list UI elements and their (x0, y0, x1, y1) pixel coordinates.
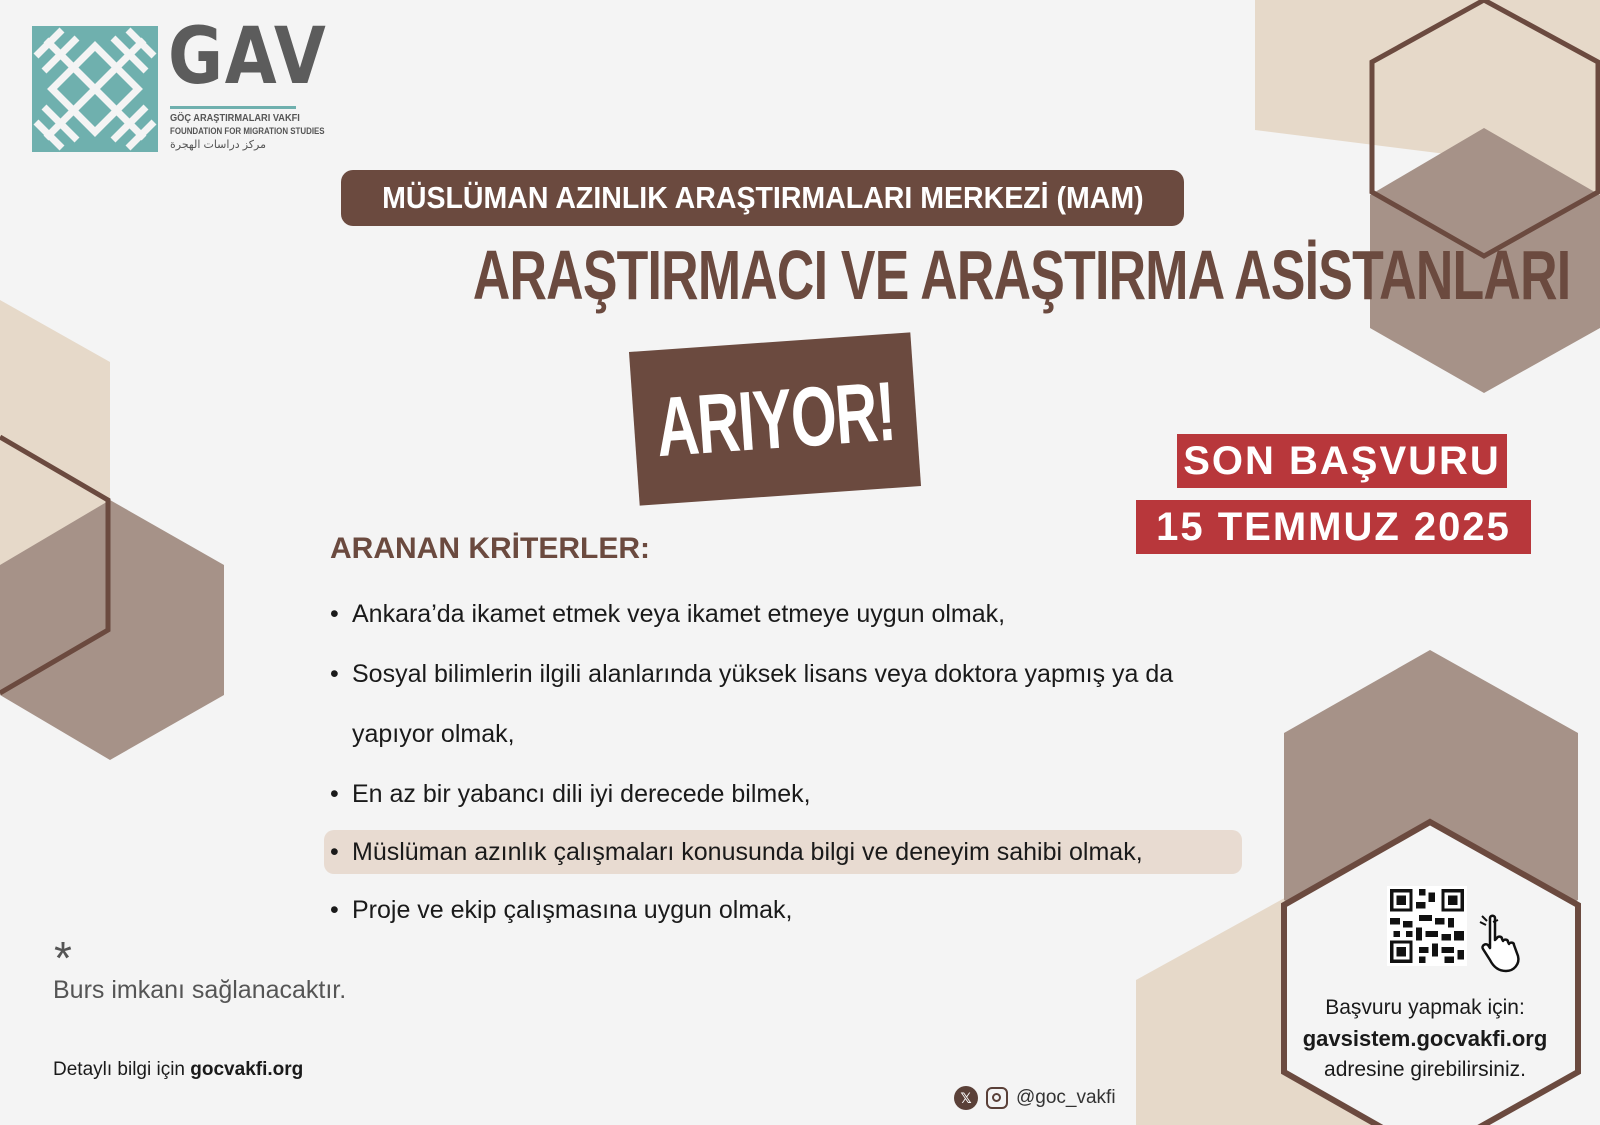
qr-code[interactable] (1387, 886, 1467, 966)
criteria-item: • Ankara’da ikamet etmek veya ikamet etmeye uygun olmak, (330, 584, 1250, 644)
center-name: MÜSLÜMAN AZINLIK ARAŞTIRMALARI MERKEZİ (MAM) (381, 180, 1144, 215)
deadline-date-box (1136, 500, 1531, 554)
criteria-item-continuation: yapıyor olmak, (352, 720, 515, 748)
deadline-date: 15 TEMMUZ 2025 (1156, 504, 1511, 549)
criteria-list (330, 584, 1250, 940)
criteria-title: ARANAN KRİTERLER: (330, 532, 650, 565)
bullet: • (330, 780, 339, 808)
logo-name-tr: GÖÇ ARAŞTIRMALARI VAKFI (170, 112, 300, 124)
detail-prefix: Detaylı bilgi için (53, 1059, 191, 1080)
logo-mark-icon (32, 26, 158, 152)
logo-divider (170, 106, 296, 109)
logo-name-ar: مركز دراسات الهجرة (170, 139, 266, 151)
criteria-item: • Sosyal bilimlerin ilgili alanlarında yüksek lisans veya doktora yapmış ya da (330, 644, 1250, 704)
page-title (280, 236, 1571, 314)
bullet: • (330, 896, 339, 924)
criteria-item-highlighted: • Müslüman azınlık çalışmaları konusunda bilgi ve deneyim sahibi olmak, (324, 830, 1242, 874)
ariyor-stamp (629, 332, 921, 505)
bullet: • (330, 600, 339, 628)
criteria-item: • Proje ve ekip çalışmasına uygun olmak, (330, 880, 1250, 940)
x-icon[interactable]: 𝕏 (954, 1086, 978, 1110)
deadline-label: SON BAŞVURU (1183, 438, 1501, 483)
ariyor-text: ARIYOR! (652, 363, 898, 474)
criteria-item: • En az bir yabancı dili iyi derecede bilmek, (330, 764, 1250, 824)
page-title-text: ARAŞTIRMACI VE ARAŞTIRMA ASİSTANLARI (472, 236, 1571, 314)
apply-line1: Başvuru yapmak için: (1325, 996, 1525, 1019)
center-name-pill (341, 170, 1184, 226)
logo-wordmark: GAV (168, 12, 328, 102)
gav-logo (32, 12, 328, 156)
social-handle[interactable]: @goc_vakfi (1016, 1087, 1116, 1108)
social-links (954, 1083, 1116, 1113)
bullet: • (330, 660, 339, 688)
pointer-hand-icon (1478, 914, 1528, 974)
detail-link[interactable]: gocvakfi.org (190, 1059, 304, 1080)
logo-name-en: FOUNDATION FOR MIGRATION STUDIES (170, 126, 325, 136)
scholarship-note: Burs imkanı sağlanacaktır. (53, 976, 347, 1004)
apply-info (1280, 992, 1570, 1085)
deadline-label-box (1177, 434, 1507, 488)
detail-info (53, 1059, 303, 1081)
asterisk-icon: * (54, 932, 72, 984)
apply-line3: adresine girebilirsiniz. (1324, 1058, 1526, 1081)
bullet: • (330, 838, 339, 866)
instagram-icon[interactable] (986, 1087, 1008, 1109)
apply-url[interactable]: gavsistem.gocvakfi.org (1302, 1026, 1548, 1051)
